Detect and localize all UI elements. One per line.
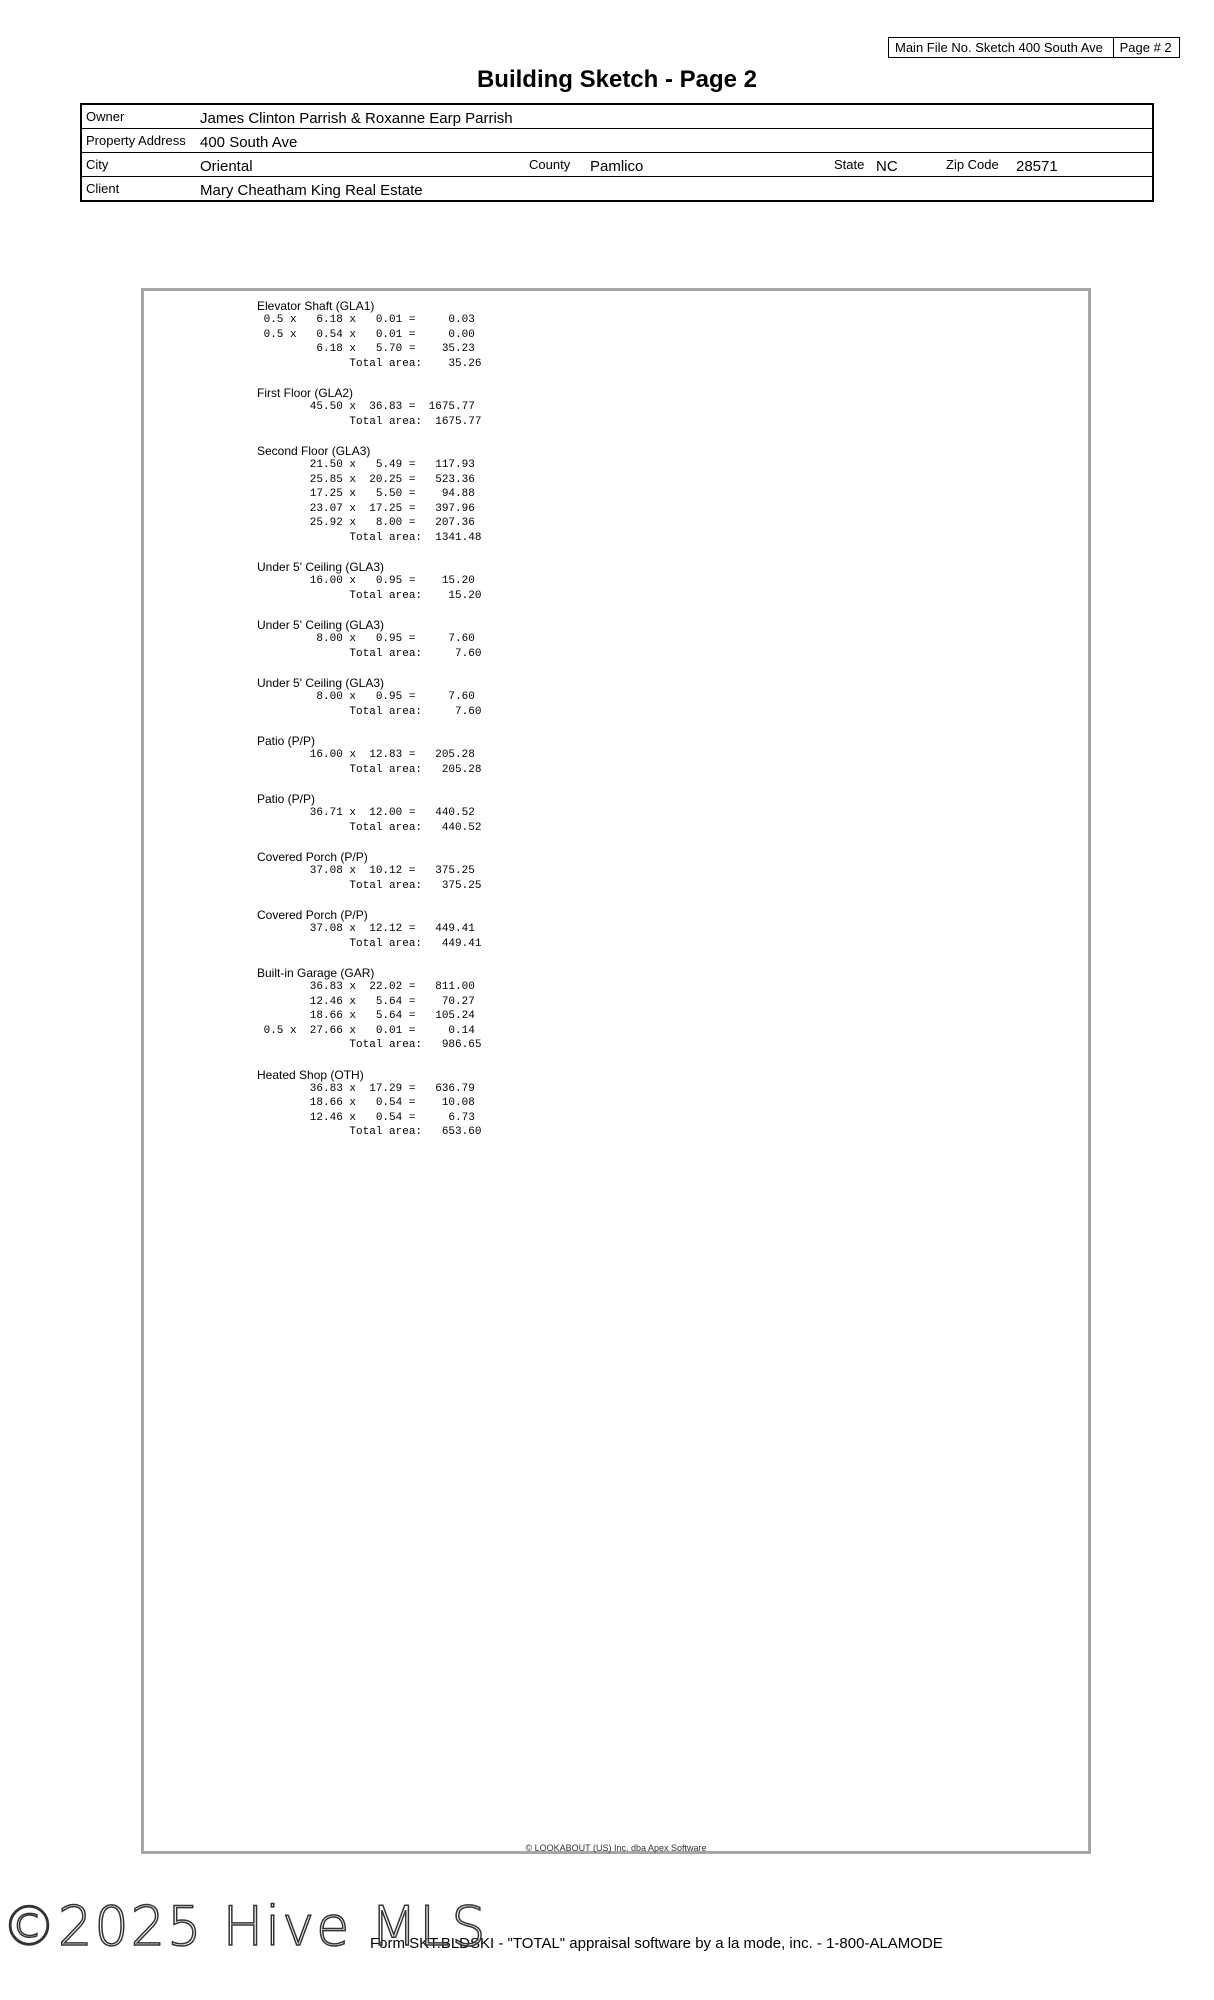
area-section-title: Covered Porch (P/P) [257,908,368,922]
calculation-line: 16.00 x 12.83 = 205.28 [257,749,475,761]
calculation-line: 37.08 x 10.12 = 375.25 [257,865,475,877]
sketch-sheet [141,288,1091,1854]
address-value: 400 South Ave [200,134,298,151]
area-section-title: Patio (P/P) [257,792,316,806]
zip-value: 28571 [1016,158,1058,175]
area-section-title: Heated Shop (OTH) [257,1067,364,1082]
area-section [257,1068,481,1140]
calculation-line: 25.92 x 8.00 = 207.36 [257,517,475,529]
total-area-line: Total area: 7.60 [257,705,482,718]
client-value: Mary Cheatham King Real Estate [200,182,423,199]
total-area-line: Total area: 375.25 [257,879,482,892]
total-area-line: Total area: 15.20 [257,589,482,602]
county-value: Pamlico [590,158,644,175]
client-label: Client [86,181,120,196]
area-section-title: First Floor (GLA2) [257,386,354,400]
zip-label: Zip Code [946,157,999,172]
calculation-line: 12.46 x 5.64 = 70.27 [257,995,475,1008]
total-area-line: Total area: 1341.48 [257,531,482,544]
total-area-line: Total area: 440.52 [257,821,482,834]
area-section-title: Under 5' Ceiling (GLA3) [257,560,385,574]
area-calculations [257,299,481,1155]
client-row [82,177,1152,200]
calculation-line: 0.5 x 0.54 x 0.01 = 0.00 [257,328,475,341]
area-section-title: Built-in Garage (GAR) [257,966,375,980]
calculation-line: 36.83 x 22.02 = 811.00 [257,981,475,993]
calculation-line: 25.85 x 20.25 = 523.36 [257,473,475,486]
calculation-line: 37.08 x 12.12 = 449.41 [257,923,475,935]
owner-row [82,105,1152,129]
calculation-line: 12.46 x 0.54 = 6.73 [257,1111,475,1124]
total-area-line: Total area: 986.65 [257,1039,482,1051]
area-section-title: Second Floor (GLA3) [257,444,371,458]
total-area-line: Total area: 7.60 [257,647,482,660]
calculation-line: 16.00 x 0.95 = 15.20 [257,575,475,587]
software-copyright: © LOOKABOUT (US) Inc. dba Apex Software [525,1843,707,1853]
total-area-line: Total area: 35.26 [257,357,482,370]
state-label: State [834,157,865,172]
area-section-title: Elevator Shaft (GLA1) [257,299,375,313]
calculation-line: 36.83 x 17.29 = 636.79 [257,1082,475,1095]
area-section [257,850,481,893]
address-label: Property Address [86,133,186,148]
area-section [257,444,481,545]
city-label: City [86,157,109,172]
area-section [257,676,481,719]
page-title: Building Sketch - Page 2 [476,66,758,93]
area-section [257,966,481,1053]
calculation-line: 36.71 x 12.00 = 440.52 [257,807,475,819]
watermark: ©2025 Hive MLS [2,1895,488,1958]
area-section [257,792,481,835]
state-value: NC [876,158,898,175]
total-area-line: Total area: 1675.77 [257,415,482,428]
area-section-title: Patio (P/P) [257,734,316,748]
area-section [257,734,481,777]
area-section [257,908,481,951]
property-info-table [80,103,1154,202]
main-file-number: Main File No. Sketch 400 South Ave [888,37,1114,58]
calculation-line: 18.66 x 0.54 = 10.08 [257,1097,475,1109]
area-section-title: Under 5' Ceiling (GLA3) [257,618,385,632]
area-section [257,386,481,429]
owner-value: James Clinton Parrish & Roxanne Earp Parrish [200,110,513,127]
area-section-title: Under 5' Ceiling (GLA3) [257,676,385,690]
calculation-line: 45.50 x 36.83 = 1675.77 [257,401,475,413]
calculation-line: 0.5 x 6.18 x 0.01 = 0.03 [257,314,475,326]
area-section [257,560,481,603]
calculation-line: 21.50 x 5.49 = 117.93 [257,459,475,471]
total-area-line: Total area: 449.41 [257,937,482,950]
page-number: Page # 2 [1113,37,1180,58]
calculation-line: 8.00 x 0.95 = 7.60 [257,633,475,645]
area-section [257,299,481,371]
county-label: County [529,157,571,172]
address-row [82,129,1152,153]
owner-label: Owner [86,109,125,124]
calculation-line: 17.25 x 5.50 = 94.88 [257,488,475,500]
file-number-box [888,37,1180,58]
total-area-line: Total area: 205.28 [257,763,482,776]
calculation-line: 0.5 x 27.66 x 0.01 = 0.14 [257,1024,475,1037]
area-section-title: Covered Porch (P/P) [257,850,368,864]
calculation-line: 8.00 x 0.95 = 7.60 [257,691,475,703]
calculation-line: 23.07 x 17.25 = 397.96 [257,502,475,515]
calculation-line: 6.18 x 5.70 = 35.23 [257,343,475,355]
area-section [257,618,481,661]
city-value: Oriental [200,158,253,175]
calculation-line: 18.66 x 5.64 = 105.24 [257,1010,475,1022]
total-area-line: Total area: 653.60 [257,1126,482,1138]
form-footer: Form SKT.BLDSKI - "TOTAL" appraisal software by a la mode, inc. - 1-800-ALAMODE [370,1935,943,1952]
city-row [82,153,1152,177]
